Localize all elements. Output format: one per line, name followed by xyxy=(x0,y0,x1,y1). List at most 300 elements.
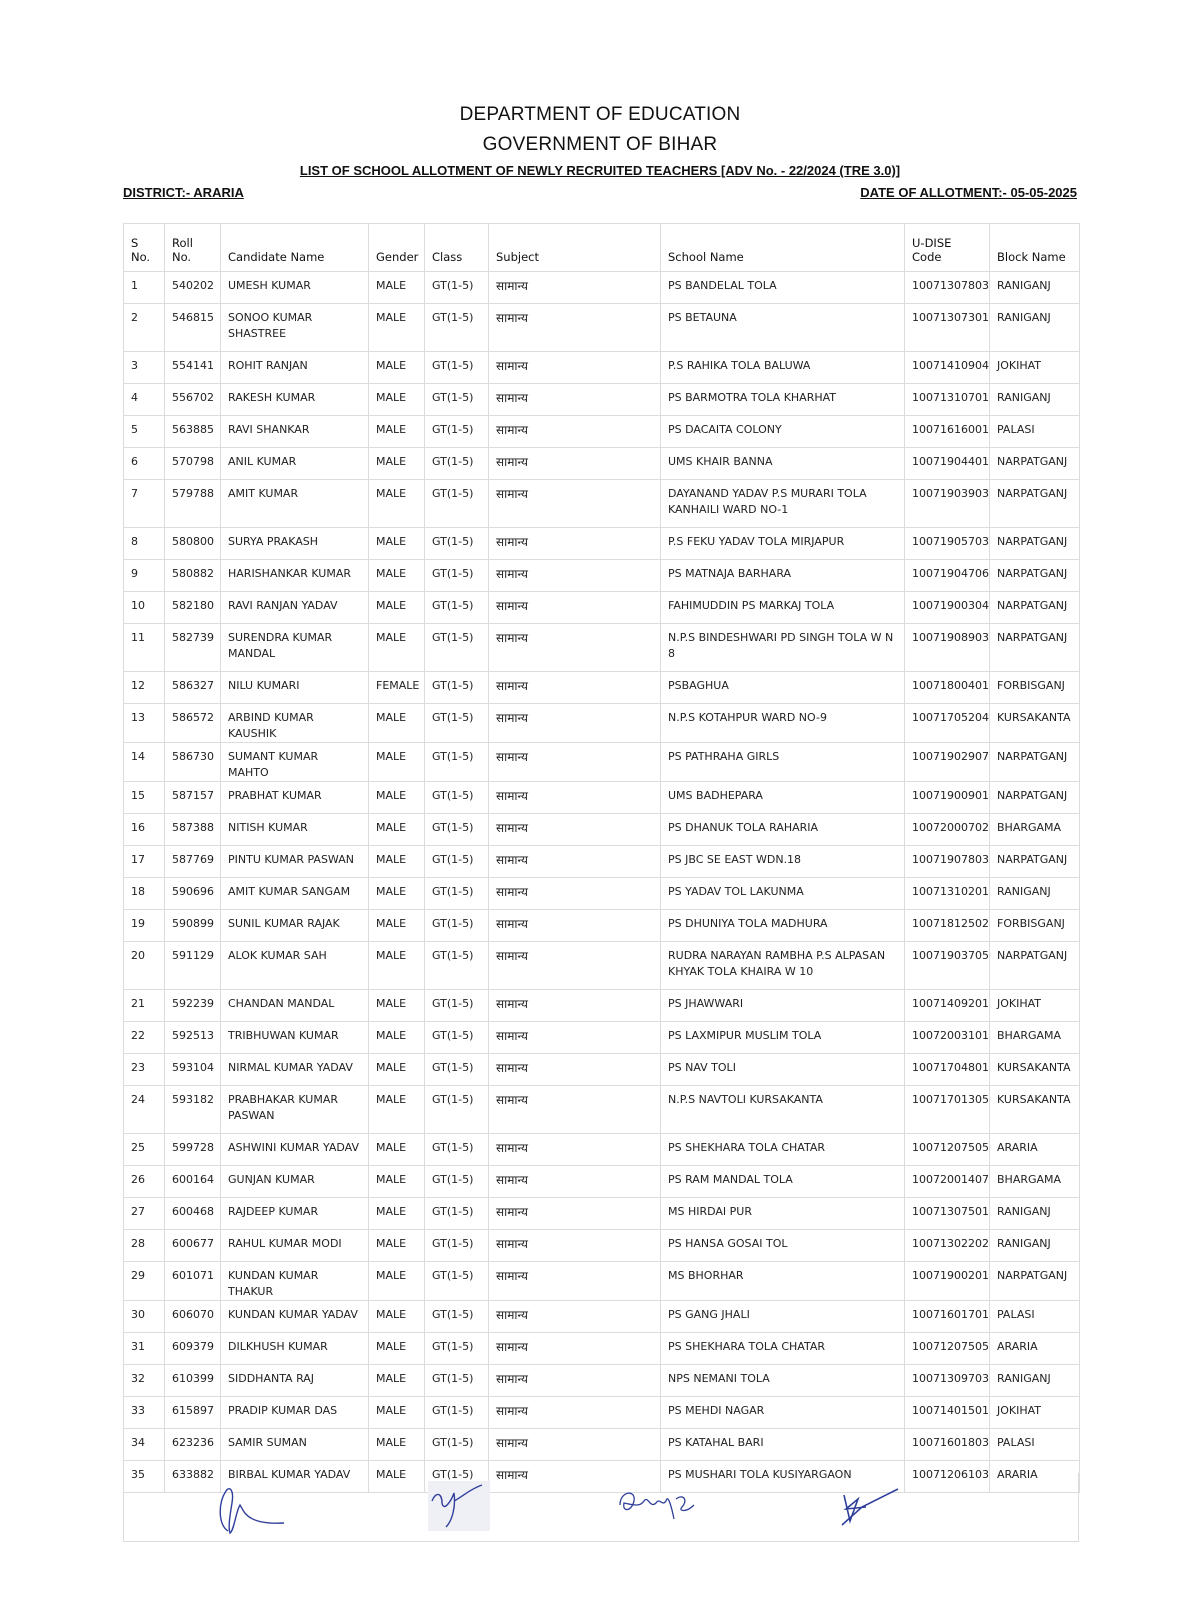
cell-school: PS RAM MANDAL TOLA xyxy=(661,1166,905,1198)
table-row xyxy=(124,743,1080,782)
cell-name: HARISHANKAR KUMAR xyxy=(221,560,369,592)
cell-class: GT(1-5) xyxy=(425,272,489,304)
cell-udise: 10071601701 xyxy=(905,1301,990,1333)
cell-gender: MALE xyxy=(369,304,425,352)
cell-subject: सामान्य xyxy=(489,1397,661,1429)
cell-class: GT(1-5) xyxy=(425,1397,489,1429)
cell-name: NIRMAL KUMAR YADAV xyxy=(221,1054,369,1086)
cell-sno: 30 xyxy=(124,1301,165,1333)
cell-udise: 10071302202 xyxy=(905,1230,990,1262)
col-header-name: Candidate Name xyxy=(221,224,369,272)
cell-name: SURYA PRAKASH xyxy=(221,528,369,560)
cell-subject: सामान्य xyxy=(489,1301,661,1333)
cell-block: ARARIA xyxy=(990,1134,1080,1166)
cell-block: NARPATGANJ xyxy=(990,528,1080,560)
cell-class: GT(1-5) xyxy=(425,624,489,672)
cell-class: GT(1-5) xyxy=(425,352,489,384)
cell-gender: MALE xyxy=(369,878,425,910)
cell-class: GT(1-5) xyxy=(425,304,489,352)
table-row xyxy=(124,592,1080,624)
cell-udise: 10071410904 xyxy=(905,352,990,384)
cell-sno: 19 xyxy=(124,910,165,942)
cell-class: GT(1-5) xyxy=(425,1301,489,1333)
cell-gender: MALE xyxy=(369,990,425,1022)
cell-roll: 633882 xyxy=(165,1461,221,1493)
cell-school: RUDRA NARAYAN RAMBHA P.S ALPASAN KHYAK TOLA KHAIRA W 10 xyxy=(661,942,905,990)
table-row xyxy=(124,878,1080,910)
cell-udise: 10071206103 xyxy=(905,1461,990,1493)
cell-gender: MALE xyxy=(369,942,425,990)
cell-roll: 587388 xyxy=(165,814,221,846)
cell-name: SUNIL KUMAR RAJAK xyxy=(221,910,369,942)
cell-subject: सामान्य xyxy=(489,528,661,560)
cell-udise: 10071307301 xyxy=(905,304,990,352)
cell-school: PS BARMOTRA TOLA KHARHAT xyxy=(661,384,905,416)
cell-roll: 580882 xyxy=(165,560,221,592)
cell-class: GT(1-5) xyxy=(425,592,489,624)
cell-sno: 28 xyxy=(124,1230,165,1262)
table-row xyxy=(124,1166,1080,1198)
cell-block: NARPATGANJ xyxy=(990,846,1080,878)
cell-sno: 32 xyxy=(124,1365,165,1397)
cell-subject: सामान्य xyxy=(489,910,661,942)
cell-udise: 10071601803 xyxy=(905,1429,990,1461)
cell-udise: 10072001407 xyxy=(905,1166,990,1198)
cell-udise: 10071409201 xyxy=(905,990,990,1022)
cell-roll: 600677 xyxy=(165,1230,221,1262)
cell-sno: 2 xyxy=(124,304,165,352)
cell-roll: 587157 xyxy=(165,782,221,814)
cell-block: BHARGAMA xyxy=(990,1022,1080,1054)
cell-roll: 591129 xyxy=(165,942,221,990)
cell-school: PS LAXMIPUR MUSLIM TOLA xyxy=(661,1022,905,1054)
cell-roll: 570798 xyxy=(165,448,221,480)
table-row xyxy=(124,782,1080,814)
cell-gender: MALE xyxy=(369,592,425,624)
table-row xyxy=(124,814,1080,846)
cell-gender: MALE xyxy=(369,1262,425,1301)
table-row xyxy=(124,1301,1080,1333)
cell-sno: 27 xyxy=(124,1198,165,1230)
cell-subject: सामान्य xyxy=(489,878,661,910)
cell-name: NILU KUMARI xyxy=(221,672,369,704)
cell-roll: 556702 xyxy=(165,384,221,416)
cell-subject: सामान्य xyxy=(489,624,661,672)
cell-roll: 623236 xyxy=(165,1429,221,1461)
cell-name: ASHWINI KUMAR YADAV xyxy=(221,1134,369,1166)
cell-sno: 1 xyxy=(124,272,165,304)
cell-school: PS JBC SE EAST WDN.18 xyxy=(661,846,905,878)
cell-school: N.P.S KOTAHPUR WARD NO-9 xyxy=(661,704,905,743)
cell-class: GT(1-5) xyxy=(425,560,489,592)
cell-name: AMIT KUMAR xyxy=(221,480,369,528)
cell-subject: सामान्य xyxy=(489,846,661,878)
cell-roll: 601071 xyxy=(165,1262,221,1301)
cell-sno: 17 xyxy=(124,846,165,878)
cell-class: GT(1-5) xyxy=(425,480,489,528)
cell-sno: 14 xyxy=(124,743,165,782)
cell-roll: 610399 xyxy=(165,1365,221,1397)
signature-4 xyxy=(836,1485,906,1531)
signature-2 xyxy=(424,1477,494,1535)
cell-name: ALOK KUMAR SAH xyxy=(221,942,369,990)
cell-subject: सामान्य xyxy=(489,304,661,352)
cell-sno: 16 xyxy=(124,814,165,846)
cell-udise: 10071905703 xyxy=(905,528,990,560)
cell-name: AMIT KUMAR SANGAM xyxy=(221,878,369,910)
cell-school: PS JHAWWARI xyxy=(661,990,905,1022)
cell-block: KURSAKANTA xyxy=(990,1086,1080,1134)
cell-school: PS MUSHARI TOLA KUSIYARGAON xyxy=(661,1461,905,1493)
cell-class: GT(1-5) xyxy=(425,1262,489,1301)
cell-name: KUNDAN KUMAR YADAV xyxy=(221,1301,369,1333)
cell-sno: 13 xyxy=(124,704,165,743)
cell-block: RANIGANJ xyxy=(990,384,1080,416)
cell-gender: MALE xyxy=(369,560,425,592)
cell-school: PS DHUNIYA TOLA MADHURA xyxy=(661,910,905,942)
cell-sno: 3 xyxy=(124,352,165,384)
cell-sno: 26 xyxy=(124,1166,165,1198)
cell-school: PS GANG JHALI xyxy=(661,1301,905,1333)
cell-school: PS MATNAJA BARHARA xyxy=(661,560,905,592)
cell-class: GT(1-5) xyxy=(425,1429,489,1461)
cell-school: N.P.S BINDESHWARI PD SINGH TOLA W N 8 xyxy=(661,624,905,672)
table-row xyxy=(124,352,1080,384)
cell-udise: 10071401501 xyxy=(905,1397,990,1429)
cell-school: PS HANSA GOSAI TOL xyxy=(661,1230,905,1262)
cell-sno: 33 xyxy=(124,1397,165,1429)
cell-roll: 606070 xyxy=(165,1301,221,1333)
district-label: DISTRICT:- ARARIA xyxy=(123,185,244,200)
cell-block: RANIGANJ xyxy=(990,1198,1080,1230)
table-row xyxy=(124,1134,1080,1166)
table-row xyxy=(124,704,1080,743)
cell-udise: 10071812502 xyxy=(905,910,990,942)
cell-subject: सामान्य xyxy=(489,416,661,448)
cell-sno: 25 xyxy=(124,1134,165,1166)
cell-name: BIRBAL KUMAR YADAV xyxy=(221,1461,369,1493)
cell-block: NARPATGANJ xyxy=(990,480,1080,528)
cell-subject: सामान्य xyxy=(489,1333,661,1365)
cell-gender: MALE xyxy=(369,1198,425,1230)
cell-block: NARPATGANJ xyxy=(990,448,1080,480)
cell-gender: MALE xyxy=(369,480,425,528)
cell-roll: 582180 xyxy=(165,592,221,624)
cell-name: SIDDHANTA RAJ xyxy=(221,1365,369,1397)
cell-udise: 10071307501 xyxy=(905,1198,990,1230)
cell-subject: सामान्य xyxy=(489,942,661,990)
cell-class: GT(1-5) xyxy=(425,528,489,560)
cell-school: PS MEHDI NAGAR xyxy=(661,1397,905,1429)
cell-sno: 10 xyxy=(124,592,165,624)
cell-sno: 23 xyxy=(124,1054,165,1086)
signature-1 xyxy=(214,1481,294,1537)
cell-class: GT(1-5) xyxy=(425,1198,489,1230)
cell-gender: MALE xyxy=(369,1022,425,1054)
cell-subject: सामान्य xyxy=(489,672,661,704)
table-row xyxy=(124,1262,1080,1301)
cell-subject: सामान्य xyxy=(489,480,661,528)
cell-subject: सामान्य xyxy=(489,1262,661,1301)
cell-udise: 10071309703 xyxy=(905,1365,990,1397)
cell-gender: MALE xyxy=(369,1461,425,1493)
cell-block: KURSAKANTA xyxy=(990,704,1080,743)
cell-roll: 582739 xyxy=(165,624,221,672)
cell-udise: 10071903903 xyxy=(905,480,990,528)
cell-gender: MALE xyxy=(369,814,425,846)
cell-name: UMESH KUMAR xyxy=(221,272,369,304)
cell-sno: 8 xyxy=(124,528,165,560)
cell-school: PS DHANUK TOLA RAHARIA xyxy=(661,814,905,846)
government-title: GOVERNMENT OF BIHAR xyxy=(482,134,718,155)
cell-roll: 586327 xyxy=(165,672,221,704)
cell-school: PS SHEKHARA TOLA CHATAR xyxy=(661,1333,905,1365)
cell-subject: सामान्य xyxy=(489,1134,661,1166)
cell-sno: 5 xyxy=(124,416,165,448)
cell-subject: सामान्य xyxy=(489,814,661,846)
cell-gender: MALE xyxy=(369,743,425,782)
cell-school: N.P.S NAVTOLI KURSAKANTA xyxy=(661,1086,905,1134)
cell-name: RAVI SHANKAR xyxy=(221,416,369,448)
table-row xyxy=(124,990,1080,1022)
cell-subject: सामान्य xyxy=(489,1022,661,1054)
table-row xyxy=(124,1429,1080,1461)
cell-school: P.S FEKU YADAV TOLA MIRJAPUR xyxy=(661,528,905,560)
cell-block: PALASI xyxy=(990,1301,1080,1333)
cell-class: GT(1-5) xyxy=(425,1022,489,1054)
cell-udise: 10071800401 xyxy=(905,672,990,704)
cell-gender: MALE xyxy=(369,704,425,743)
cell-name: ARBIND KUMAR KAUSHIK xyxy=(221,704,369,743)
cell-subject: सामान्य xyxy=(489,743,661,782)
col-header-roll: Roll No. xyxy=(165,224,221,272)
cell-name: PINTU KUMAR PASWAN xyxy=(221,846,369,878)
cell-subject: सामान्य xyxy=(489,1429,661,1461)
cell-name: RAHUL KUMAR MODI xyxy=(221,1230,369,1262)
cell-block: ARARIA xyxy=(990,1333,1080,1365)
cell-class: GT(1-5) xyxy=(425,1166,489,1198)
cell-subject: सामान्य xyxy=(489,1054,661,1086)
cell-gender: MALE xyxy=(369,1429,425,1461)
cell-sno: 29 xyxy=(124,1262,165,1301)
cell-block: FORBISGANJ xyxy=(990,910,1080,942)
cell-name: ROHIT RANJAN xyxy=(221,352,369,384)
cell-gender: MALE xyxy=(369,416,425,448)
cell-gender: MALE xyxy=(369,1134,425,1166)
cell-name: RAKESH KUMAR xyxy=(221,384,369,416)
cell-sno: 4 xyxy=(124,384,165,416)
cell-block: RANIGANJ xyxy=(990,272,1080,304)
cell-sno: 12 xyxy=(124,672,165,704)
cell-class: GT(1-5) xyxy=(425,878,489,910)
cell-gender: MALE xyxy=(369,448,425,480)
cell-block: NARPATGANJ xyxy=(990,782,1080,814)
cell-roll: 600468 xyxy=(165,1198,221,1230)
cell-school: DAYANAND YADAV P.S MURARI TOLA KANHAILI WARD NO-1 xyxy=(661,480,905,528)
cell-subject: सामान्य xyxy=(489,1230,661,1262)
cell-block: RANIGANJ xyxy=(990,1230,1080,1262)
cell-school: PS NAV TOLI xyxy=(661,1054,905,1086)
cell-sno: 21 xyxy=(124,990,165,1022)
cell-udise: 10071904401 xyxy=(905,448,990,480)
cell-subject: सामान्य xyxy=(489,384,661,416)
cell-gender: FEMALE xyxy=(369,672,425,704)
cell-class: GT(1-5) xyxy=(425,942,489,990)
cell-school: MS HIRDAI PUR xyxy=(661,1198,905,1230)
table-row xyxy=(124,672,1080,704)
table-row xyxy=(124,480,1080,528)
cell-class: GT(1-5) xyxy=(425,1365,489,1397)
table-row xyxy=(124,942,1080,990)
col-header-class: Class xyxy=(425,224,489,272)
cell-gender: MALE xyxy=(369,528,425,560)
table-row xyxy=(124,528,1080,560)
cell-class: GT(1-5) xyxy=(425,416,489,448)
cell-gender: MALE xyxy=(369,1086,425,1134)
table-row xyxy=(124,624,1080,672)
cell-name: KUNDAN KUMAR THAKUR xyxy=(221,1262,369,1301)
table-row xyxy=(124,1230,1080,1262)
cell-sno: 20 xyxy=(124,942,165,990)
cell-gender: MALE xyxy=(369,1397,425,1429)
cell-roll: 593104 xyxy=(165,1054,221,1086)
cell-roll: 609379 xyxy=(165,1333,221,1365)
cell-school: PS DACAITA COLONY xyxy=(661,416,905,448)
cell-block: ARARIA xyxy=(990,1461,1080,1493)
cell-name: SAMIR SUMAN xyxy=(221,1429,369,1461)
table-row xyxy=(124,910,1080,942)
cell-gender: MALE xyxy=(369,910,425,942)
cell-block: BHARGAMA xyxy=(990,814,1080,846)
cell-roll: 586572 xyxy=(165,704,221,743)
cell-school: UMS BADHEPARA xyxy=(661,782,905,814)
cell-name: TRIBHUWAN KUMAR xyxy=(221,1022,369,1054)
cell-name: GUNJAN KUMAR xyxy=(221,1166,369,1198)
cell-name: RAJDEEP KUMAR xyxy=(221,1198,369,1230)
table-row xyxy=(124,448,1080,480)
cell-name: PRADIP KUMAR DAS xyxy=(221,1397,369,1429)
cell-school: PS SHEKHARA TOLA CHATAR xyxy=(661,1134,905,1166)
cell-sno: 34 xyxy=(124,1429,165,1461)
cell-roll: 615897 xyxy=(165,1397,221,1429)
table-row xyxy=(124,1198,1080,1230)
cell-udise: 10071310201 xyxy=(905,878,990,910)
allotment-table xyxy=(123,223,1080,1493)
cell-udise: 10071310701 xyxy=(905,384,990,416)
col-header-sno: S No. xyxy=(124,224,165,272)
cell-gender: MALE xyxy=(369,846,425,878)
table-row xyxy=(124,384,1080,416)
cell-subject: सामान्य xyxy=(489,782,661,814)
cell-udise: 10071701305 xyxy=(905,1086,990,1134)
cell-sno: 35 xyxy=(124,1461,165,1493)
cell-udise: 10071307803 xyxy=(905,272,990,304)
cell-sno: 18 xyxy=(124,878,165,910)
col-header-block: Block Name xyxy=(990,224,1080,272)
cell-roll: 546815 xyxy=(165,304,221,352)
cell-school: P.S RAHIKA TOLA BALUWA xyxy=(661,352,905,384)
cell-class: GT(1-5) xyxy=(425,1054,489,1086)
cell-roll: 586730 xyxy=(165,743,221,782)
cell-roll: 592513 xyxy=(165,1022,221,1054)
table-row xyxy=(124,272,1080,304)
cell-name: SURENDRA KUMAR MANDAL xyxy=(221,624,369,672)
cell-roll: 587769 xyxy=(165,846,221,878)
cell-class: GT(1-5) xyxy=(425,448,489,480)
cell-gender: MALE xyxy=(369,782,425,814)
department-title: DEPARTMENT OF EDUCATION xyxy=(459,104,741,125)
cell-class: GT(1-5) xyxy=(425,990,489,1022)
cell-udise: 10071900201 xyxy=(905,1262,990,1301)
cell-udise: 10071902907 xyxy=(905,743,990,782)
cell-block: PALASI xyxy=(990,416,1080,448)
cell-roll: 590899 xyxy=(165,910,221,942)
cell-school: FAHIMUDDIN PS MARKAJ TOLA xyxy=(661,592,905,624)
cell-udise: 10072000702 xyxy=(905,814,990,846)
cell-block: FORBISGANJ xyxy=(990,672,1080,704)
cell-block: NARPATGANJ xyxy=(990,560,1080,592)
cell-class: GT(1-5) xyxy=(425,910,489,942)
cell-class: GT(1-5) xyxy=(425,384,489,416)
cell-block: RANIGANJ xyxy=(990,304,1080,352)
cell-class: GT(1-5) xyxy=(425,814,489,846)
cell-class: GT(1-5) xyxy=(425,743,489,782)
cell-udise: 10071900901 xyxy=(905,782,990,814)
cell-sno: 22 xyxy=(124,1022,165,1054)
cell-gender: MALE xyxy=(369,272,425,304)
cell-subject: सामान्य xyxy=(489,1166,661,1198)
cell-udise: 10071907803 xyxy=(905,846,990,878)
cell-udise: 10071908903 xyxy=(905,624,990,672)
cell-sno: 31 xyxy=(124,1333,165,1365)
cell-class: GT(1-5) xyxy=(425,672,489,704)
cell-school: PS YADAV TOL LAKUNMA xyxy=(661,878,905,910)
cell-gender: MALE xyxy=(369,1054,425,1086)
cell-roll: 580800 xyxy=(165,528,221,560)
cell-block: NARPATGANJ xyxy=(990,1262,1080,1301)
cell-block: JOKIHAT xyxy=(990,352,1080,384)
cell-roll: 579788 xyxy=(165,480,221,528)
cell-udise: 10072003101 xyxy=(905,1022,990,1054)
cell-subject: सामान्य xyxy=(489,1198,661,1230)
cell-block: RANIGANJ xyxy=(990,878,1080,910)
cell-subject: सामान्य xyxy=(489,352,661,384)
col-header-subject: Subject xyxy=(489,224,661,272)
cell-block: NARPATGANJ xyxy=(990,624,1080,672)
document-title: LIST OF SCHOOL ALLOTMENT OF NEWLY RECRUITED TEACHERS [ADV No. - 22/2024 (TRE 3.0)] xyxy=(299,163,901,178)
col-header-school: School Name xyxy=(661,224,905,272)
cell-roll: 599728 xyxy=(165,1134,221,1166)
table-row xyxy=(124,1054,1080,1086)
cell-sno: 11 xyxy=(124,624,165,672)
table-row xyxy=(124,1022,1080,1054)
cell-udise: 10071704801 xyxy=(905,1054,990,1086)
allotment-date-label: DATE OF ALLOTMENT:- 05-05-2025 xyxy=(860,185,1077,200)
cell-roll: 592239 xyxy=(165,990,221,1022)
cell-gender: MALE xyxy=(369,1365,425,1397)
cell-roll: 590696 xyxy=(165,878,221,910)
cell-gender: MALE xyxy=(369,1301,425,1333)
cell-sno: 9 xyxy=(124,560,165,592)
cell-school: PS KATAHAL BARI xyxy=(661,1429,905,1461)
cell-block: BHARGAMA xyxy=(990,1166,1080,1198)
cell-subject: सामान्य xyxy=(489,448,661,480)
cell-udise: 10071207505 xyxy=(905,1134,990,1166)
col-header-gender: Gender xyxy=(369,224,425,272)
cell-gender: MALE xyxy=(369,1333,425,1365)
signature-row xyxy=(123,1473,1079,1542)
cell-subject: सामान्य xyxy=(489,1086,661,1134)
